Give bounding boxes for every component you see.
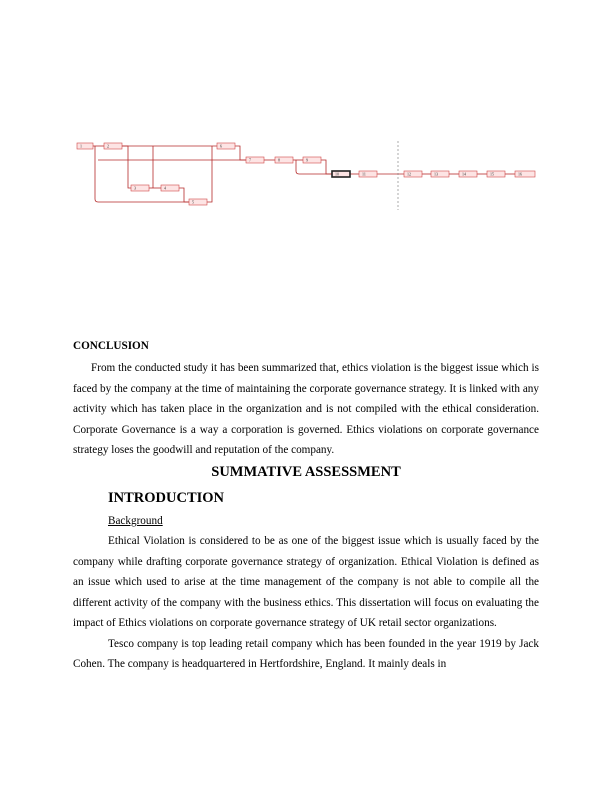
node-label: 15 xyxy=(490,171,494,177)
node-n16 xyxy=(515,171,535,177)
node-n15 xyxy=(487,171,505,177)
node-n14 xyxy=(459,171,477,177)
node-n9 xyxy=(303,157,321,163)
node-label: 14 xyxy=(462,171,466,177)
node-n1 xyxy=(77,143,93,149)
node-n4 xyxy=(161,185,179,191)
node-n10 xyxy=(332,171,350,177)
node-n13 xyxy=(431,171,449,177)
node-label: 10 xyxy=(335,171,339,177)
node-label: 4 xyxy=(164,185,166,191)
node-n6 xyxy=(217,143,235,149)
introduction-body xyxy=(73,531,539,675)
node-label: 8 xyxy=(278,157,280,163)
project-network-diagram xyxy=(0,0,612,230)
node-n5 xyxy=(189,199,207,205)
connector-line-7 xyxy=(179,188,189,202)
conclusion-heading: CONCLUSION xyxy=(73,340,149,352)
connector-line-2 xyxy=(95,143,189,202)
conclusion-section xyxy=(73,358,539,461)
node-label: 7 xyxy=(249,157,251,163)
introduction-heading: INTRODUCTION xyxy=(108,490,225,506)
node-label: 6 xyxy=(220,143,222,149)
node-label: 2 xyxy=(107,143,109,149)
node-n11 xyxy=(359,171,377,177)
connector-line-8 xyxy=(207,146,212,202)
conclusion-paragraph: From the conducted study it has been summarized that, ethics violation is the biggest issue which is faced by the company at the time of maintaining the corporate governance strategy. It is linked with any activity which has taken place in the organization and is not compiled with the ethical consideration. Corporate Governance is a way a corporation is governed. Ethics violations on corporate governance strategy loses the goodwill and reputation of the company. xyxy=(73,362,539,456)
node-n2 xyxy=(104,143,122,149)
node-n3 xyxy=(131,185,149,191)
connector-line-4 xyxy=(122,146,131,188)
node-label: 3 xyxy=(134,185,136,191)
connector-line-13 xyxy=(321,160,332,174)
node-label: 13 xyxy=(434,171,438,177)
node-n8 xyxy=(275,157,293,163)
connector-line-9 xyxy=(235,146,246,160)
node-n12 xyxy=(404,171,422,177)
background-paragraph-2: Tesco company is top leading retail company which has been founded in the year 1919 by Jack Cohen. The company is headquartered in Hertfordshire, England. It mainly deals in xyxy=(73,637,539,670)
background-subheading: Background xyxy=(108,515,163,527)
summative-assessment-title: SUMMATIVE ASSESSMENT xyxy=(211,464,401,480)
node-n7 xyxy=(246,157,264,163)
node-label: 5 xyxy=(192,199,194,205)
background-paragraph-1: Ethical Violation is considered to be as one of the biggest issue which is usually faced by the company while drafting corporate governance strategy of organization. Ethical Violation is defined as an issue which used to arise at the time management of the company is not able to compile all the different activity of the company with the business ethics. This dissertation will focus on evaluating the impact of Ethics violations on corporate governance strategy of UK retail sector organizations. xyxy=(73,535,539,629)
node-label: 11 xyxy=(362,171,366,177)
node-label: 9 xyxy=(306,157,308,163)
diagram-connectors xyxy=(93,143,515,202)
node-label: 12 xyxy=(407,171,411,177)
node-label: 16 xyxy=(518,171,522,177)
node-label: 1 xyxy=(80,143,82,149)
